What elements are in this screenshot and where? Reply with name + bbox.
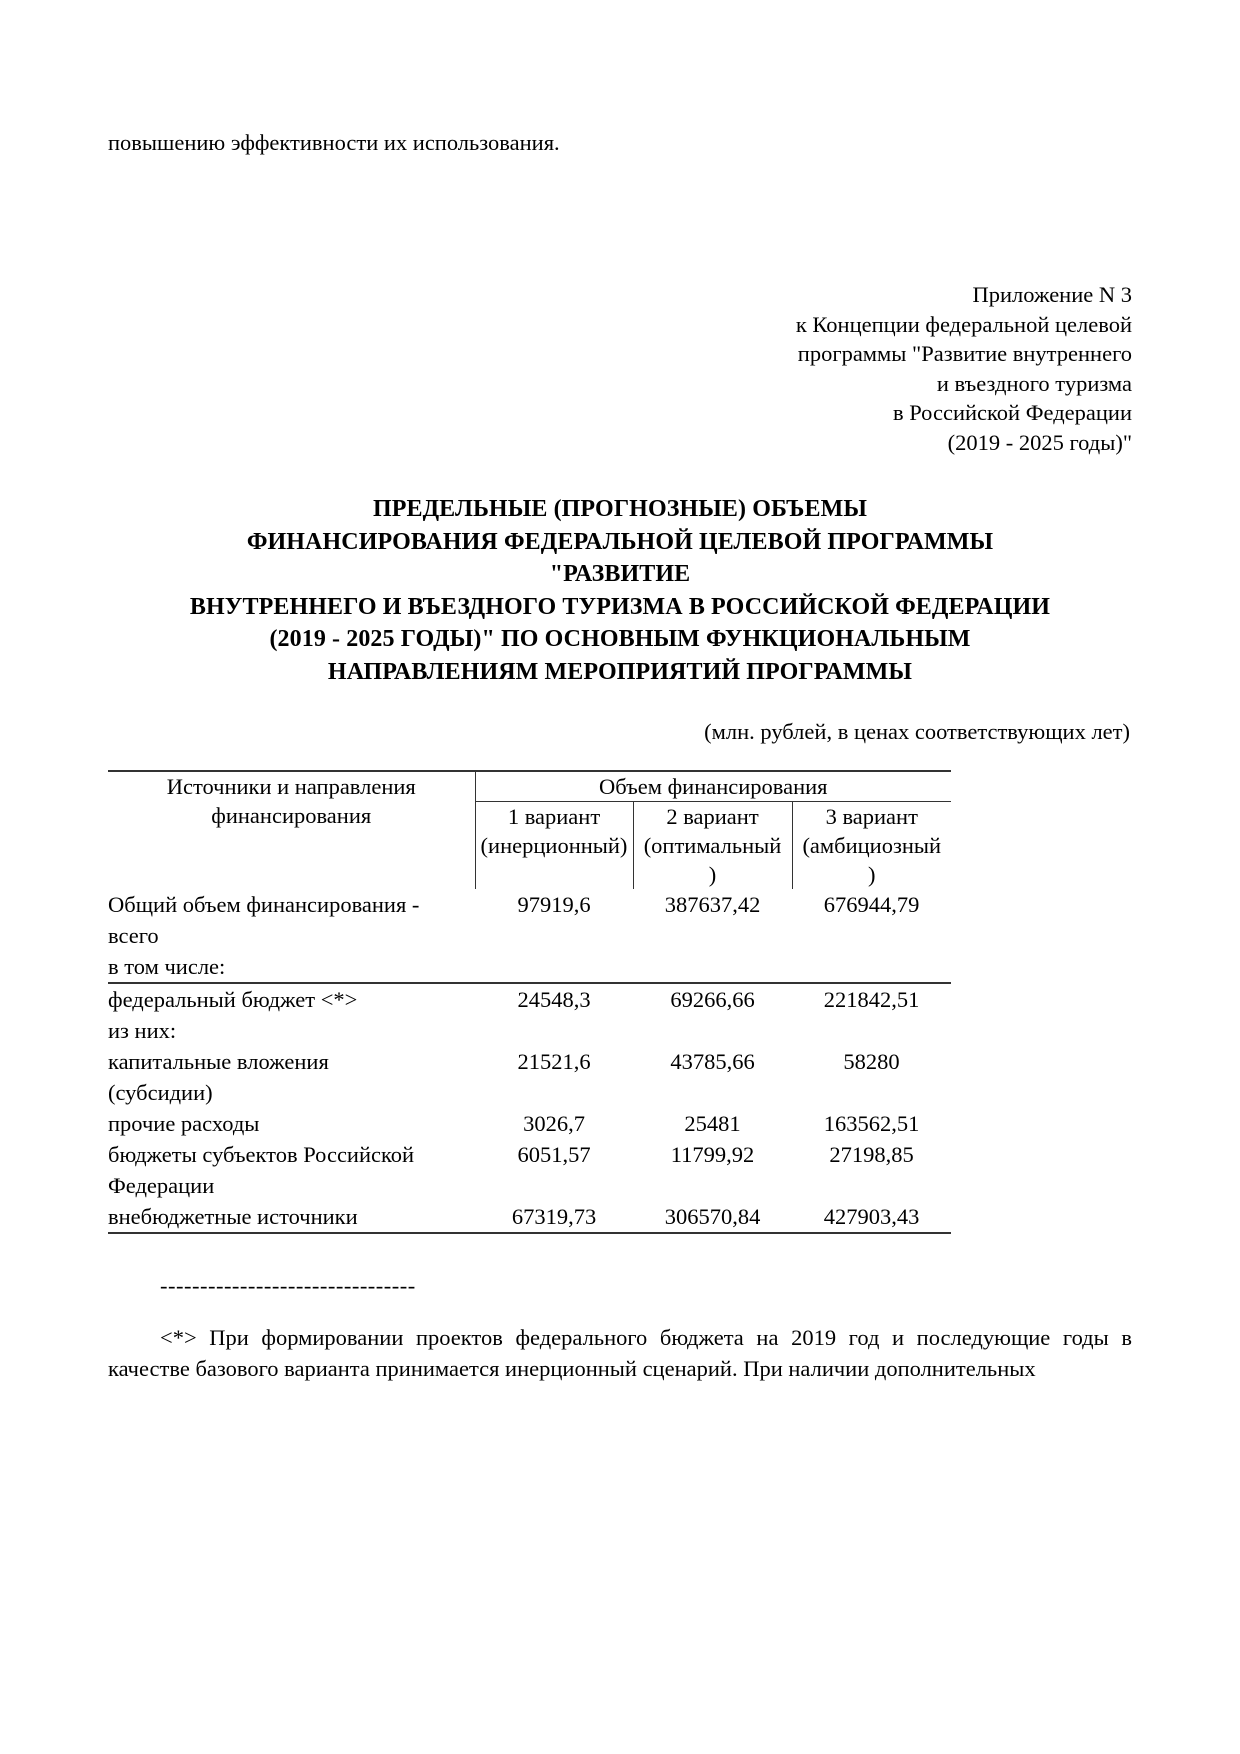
table-row: [108, 1201, 951, 1233]
row-value-variant-2: 387637,42: [633, 889, 792, 983]
row-value-variant-2: 306570,84: [633, 1201, 792, 1233]
page-title-line: (2019 - 2025 ГОДЫ)" ПО ОСНОВНЫМ ФУНКЦИОНАЛЬНЫМ: [269, 626, 971, 652]
row-label: [108, 1201, 475, 1233]
table-row: [108, 1108, 951, 1139]
col-header-variant-1: [475, 802, 633, 890]
row-value-variant-1: [475, 1015, 633, 1046]
row-value-variant-2: 43785,66: [670, 1049, 755, 1074]
row-label-line: в том числе:: [108, 954, 226, 979]
row-label-line: всего: [108, 923, 159, 948]
row-value-variant-1: 24548,3: [517, 987, 591, 1012]
variant-2-line2: (оптимальный: [643, 833, 782, 858]
variant-3-line1: 3 вариант: [825, 804, 918, 829]
col-header-variant-3: [792, 802, 951, 890]
row-value-variant-3: 163562,51: [823, 1111, 920, 1136]
row-label: [108, 1046, 475, 1108]
row-value-variant-3: 27198,85: [829, 1142, 914, 1167]
row-value-variant-2: 69266,66: [670, 987, 755, 1012]
variant-3-line3: ): [868, 862, 876, 887]
appendix-reference-block: [108, 280, 1132, 457]
page-title-line: ВНУТРЕННЕГО И ВЪЕЗДНОГО ТУРИЗМА В РОССИЙСКОЙ ФЕДЕРАЦИИ: [189, 593, 1051, 620]
appendix-reference-line: программы "Развитие внутреннего: [797, 341, 1132, 366]
table-body: [108, 889, 951, 1233]
appendix-reference-line: и въездного туризма: [936, 370, 1132, 396]
table-row: [108, 1015, 951, 1046]
row-label-line: (субсидии): [108, 1080, 213, 1105]
col-header-source-line2: финансирования: [211, 803, 372, 828]
table-head: [108, 771, 951, 889]
row-label-line: внебюджетные источники: [108, 1204, 358, 1229]
row-label-line: прочие расходы: [108, 1111, 260, 1136]
row-value-variant-3: 58280: [843, 1049, 900, 1074]
row-value-variant-2: [633, 1015, 792, 1046]
variant-1-line1: 1 вариант: [507, 804, 601, 829]
row-value-variant-3: [792, 1015, 951, 1046]
page-title-line: ПРЕДЕЛЬНЫЕ (ПРОГНОЗНЫЕ) ОБЪЕМЫ: [372, 496, 868, 522]
row-label-line: федеральный бюджет <*>: [108, 987, 358, 1012]
table-row: [108, 983, 951, 1015]
variant-3-line2: (амбициозный: [802, 833, 942, 858]
row-value-variant-1: 3026,7: [523, 1111, 585, 1136]
row-value-variant-2: 11799,92: [670, 1142, 755, 1167]
row-label-line: из них:: [108, 1018, 177, 1043]
footnote-text: <*> При формировании проектов федерального бюджета на 2019 год и последующие годы в качестве базового варианта принимается инерционный сценарий. При наличии дополнительных: [108, 1325, 1132, 1381]
continuation-paragraph: повышению эффективности их использования.: [108, 130, 560, 155]
appendix-reference-line: в Российской Федерации: [892, 400, 1132, 425]
row-label-line: капитальные вложения: [108, 1049, 329, 1074]
appendix-reference-line: к Концепции федеральной целевой: [795, 311, 1132, 337]
footnote-separator: --------------------------------: [160, 1273, 416, 1298]
col-header-source-line1: Источники и направления: [166, 774, 416, 799]
variant-1-line2: (инерционный): [480, 833, 628, 858]
col-header-source: [108, 771, 475, 889]
row-label-line: Общий объем финансирования -: [108, 892, 420, 917]
row-value-variant-3: 221842,51: [823, 987, 920, 1012]
page-title: [108, 493, 1132, 688]
row-label: [108, 889, 475, 983]
row-label-line: Федерации: [108, 1173, 215, 1198]
variant-2-line3: ): [708, 862, 717, 887]
row-label: [108, 1139, 475, 1201]
table-header-row-group: [108, 771, 951, 802]
table-row: [108, 1046, 951, 1108]
row-value-variant-2: 25481: [684, 1111, 741, 1136]
appendix-reference-line: Приложение N 3: [972, 282, 1132, 307]
col-header-variant-2: [633, 802, 792, 890]
row-label: [108, 1108, 475, 1139]
row-label: [108, 1015, 475, 1046]
row-value-variant-1: 6051,57: [517, 1142, 591, 1167]
col-header-volume-group: Объем финансирования: [475, 771, 951, 802]
financing-table: [108, 770, 951, 1234]
appendix-reference-line: (2019 - 2025 годы)": [947, 429, 1132, 455]
row-value-variant-3: 427903,43: [792, 1201, 951, 1233]
table-row: [108, 1139, 951, 1201]
row-value-variant-1: 21521,6: [517, 1049, 591, 1074]
page-title-line: НАПРАВЛЕНИЯМ МЕРОПРИЯТИЙ ПРОГРАММЫ: [327, 658, 913, 685]
page-title-line: ФИНАНСИРОВАНИЯ ФЕДЕРАЛЬНОЙ ЦЕЛЕВОЙ ПРОГРАММЫ: [246, 528, 994, 555]
variant-2-line1: 2 вариант: [666, 804, 759, 829]
page-title-line: "РАЗВИТИЕ: [549, 561, 691, 587]
row-value-variant-1: 67319,73: [475, 1201, 633, 1233]
units-note: (млн. рублей, в ценах соответствующих лет): [704, 719, 1130, 744]
row-label: [108, 983, 475, 1015]
row-label-line: бюджеты субъектов Российской: [108, 1142, 415, 1167]
table-row: [108, 889, 951, 983]
row-value-variant-3: 676944,79: [792, 889, 951, 983]
row-value-variant-1: 97919,6: [475, 889, 633, 983]
